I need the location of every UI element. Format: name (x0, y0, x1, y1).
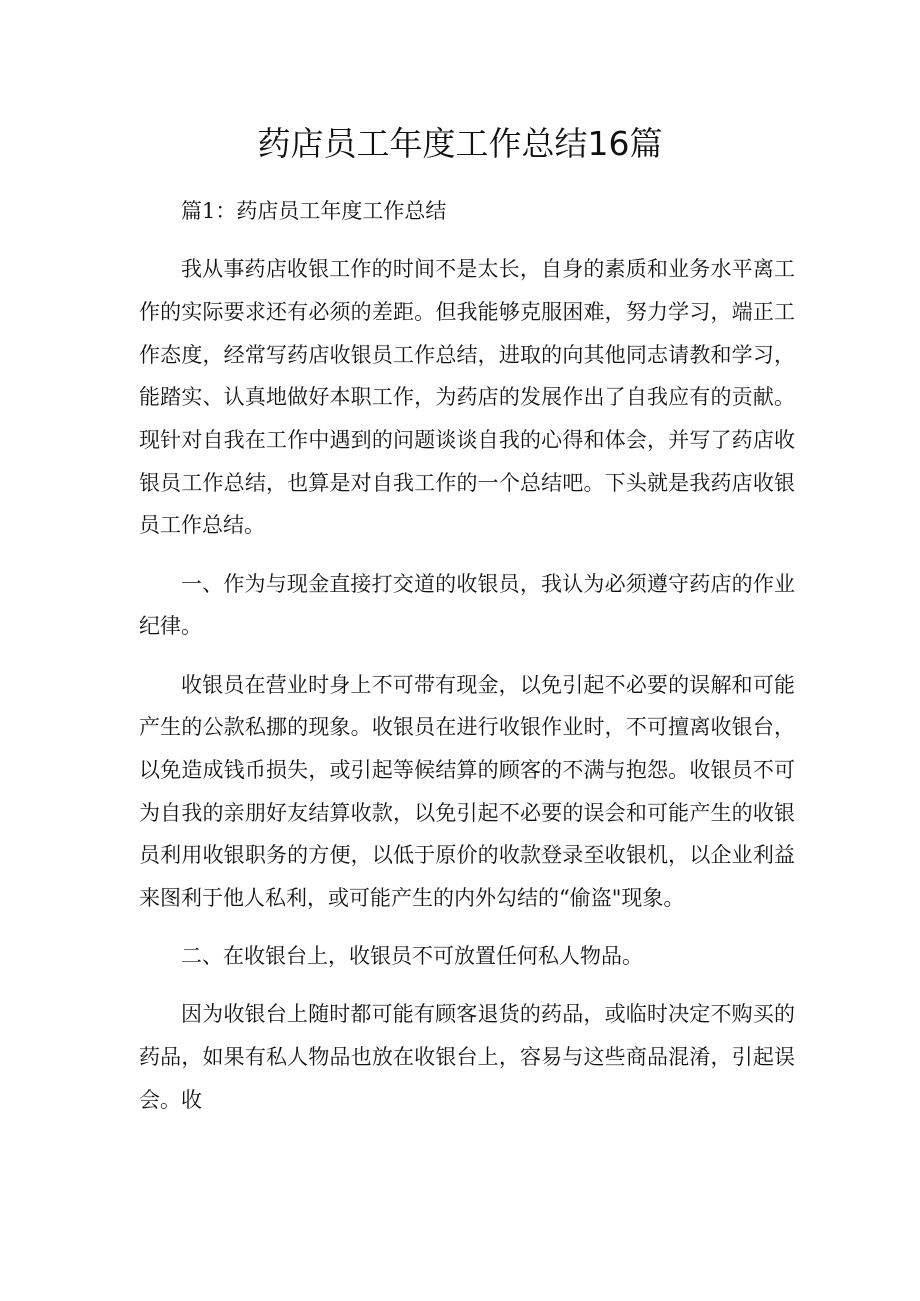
paragraph-point-two-detail: 因为收银台上随时都可能有顾客退货的药品，或临时决定不购买的药品，如果有私人物品也放在收银台上，容易与这些商品混淆，引起误会。收 (139, 1002, 795, 1112)
document-body (139, 190, 795, 1137)
section-heading: 篇1：药店员工年度工作总结 (181, 199, 447, 223)
paragraph-point-one: 一、作为与现金直接打交道的收银员，我认为必须遵守药店的作业纪律。 (139, 571, 795, 639)
paragraph-point-two: 二、在收银台上，收银员不可放置任何私人物品。 (181, 944, 643, 969)
document-title: 药店员工年度工作总结16篇 (257, 124, 663, 163)
paragraph-intro: 我从事药店收银工作的时间不是太长，自身的素质和业务水平离工作的实际要求还有必须的差距。但我能够克服困难，努力学习，端正工作态度，经常写药店收银员工作总结，进取的向其他同志请教和学习，能踏实、认真地做好本职工作，为药店的发展作出了自我应有的贡献。现针对自我在工作中遇到的问题谈谈自我的心得和体会，并写了药店收银员工作总结，也算是对自我工作的一个总结吧。下头就是我药店收银员工作总结。 (139, 257, 795, 538)
paragraph-point-one-detail: 收银员在营业时身上不可带有现金，以免引起不必要的误解和可能产生的公款私挪的现象。收银员在进行收银作业时，不可擅离收银台，以免造成钱币损失，或引起等候结算的顾客的不满与抱怨。收银员不可为自我的亲朋好友结算收款，以免引起不必要的误会和可能产生的收银员利用收银职务的方便，以低于原价的收款登录至收银机，以企业利益来图利于他人私利，或可能产生的内外勾结的“偷盗"现象。 (139, 672, 795, 911)
